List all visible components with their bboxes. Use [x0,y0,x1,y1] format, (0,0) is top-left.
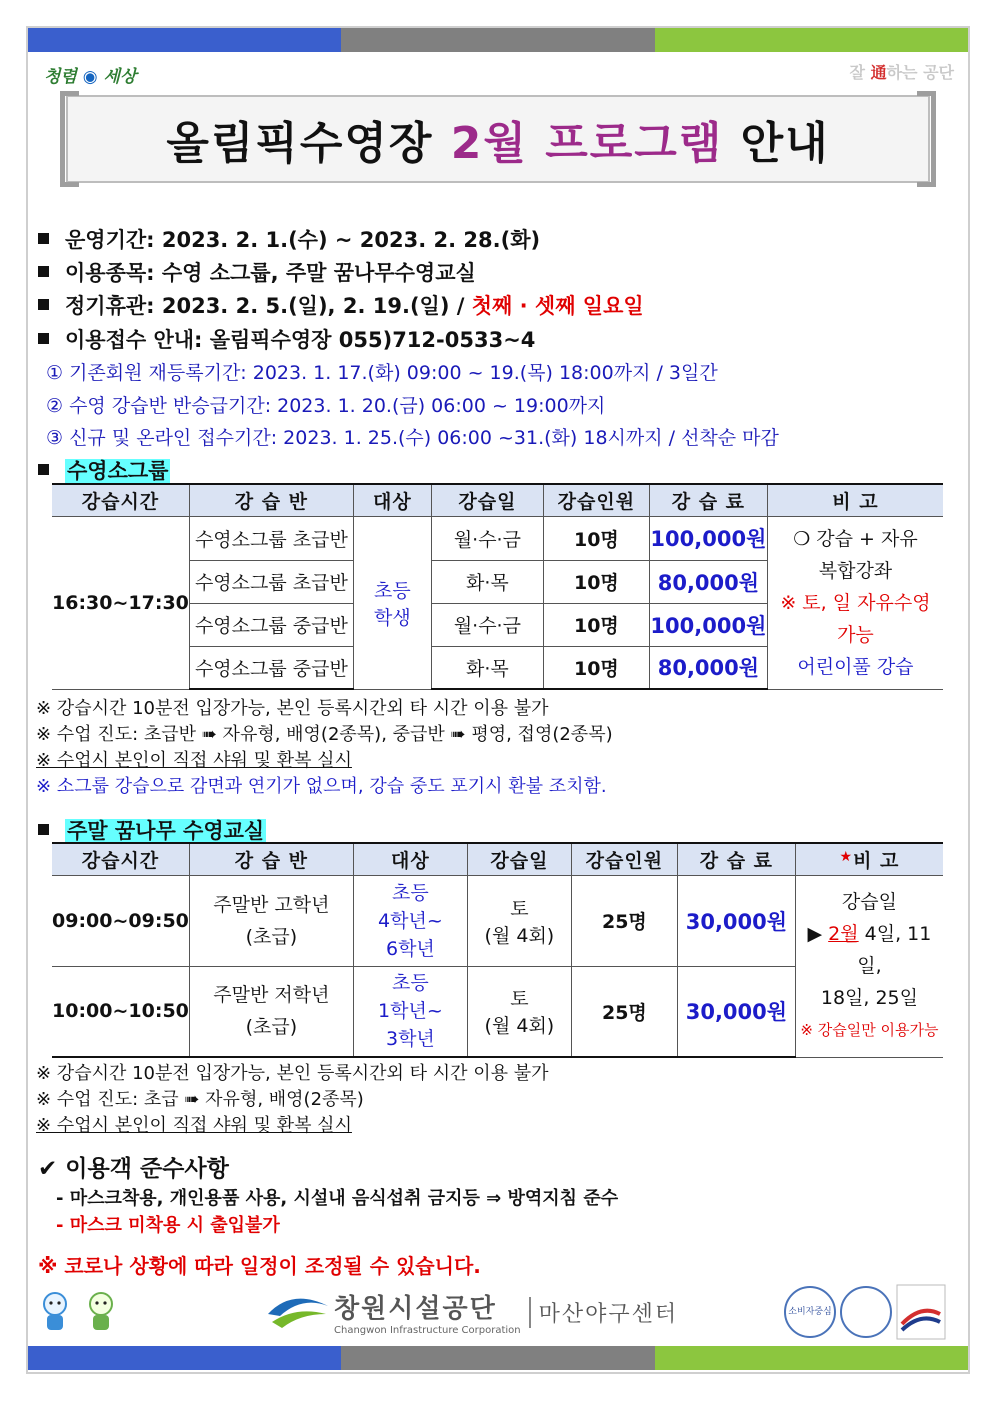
bullet-square-icon [38,464,49,475]
target-a: 초등 [374,579,411,602]
rules-title: ✔ 이용객 준수사항 [38,1156,229,1182]
cell-class: 수영소그룹 초급반 [189,560,353,603]
info-closed-text: 정기휴관: 2023. 2. 5.(일), 2. 19.(일) / [65,294,472,318]
cell-fee: 80,000원 [649,646,767,689]
bullet-square-icon [38,233,49,244]
remark-1: ❍ 강습 + 자유 [793,527,918,550]
header-count: 강습인원 [543,484,649,516]
header-days: 강습일 [431,484,543,516]
remark-3: 18일, 25일 [820,987,919,1009]
human-rights-badge-icon [840,1286,892,1338]
logo-left-circle-icon: ◉ [82,67,98,87]
header-target: 대상 [353,843,467,875]
section1-title-text: 수영소그룹 [67,459,169,483]
cell-target [353,875,467,966]
section1-title [38,455,170,485]
mascot-icon [38,1290,72,1334]
cell-fee: 100,000원 [649,516,767,560]
cell-fee: 80,000원 [649,560,767,603]
consumer-badge-icon [784,1286,836,1338]
cell-class [189,875,353,966]
corporation-logo [262,1284,678,1340]
table-row [52,875,943,966]
class-a: 주말반 고학년 [213,893,330,916]
certification-mark-icon [896,1284,946,1340]
cell-target [353,966,467,1057]
info-contact-text: 이용접수 안내: 올림픽수영장 055)712-0533~4 [65,328,536,352]
section2-note-1: ※ 강습시간 10분전 입장가능, 본인 등록시간외 타 시간 이용 불가 [36,1063,549,1084]
cell-days: 화·목 [431,646,543,689]
slogan-c: 하는 공단 [886,63,954,82]
remark-month: 2월 [828,923,859,945]
info-period [38,224,540,254]
bullet-square-icon [38,333,49,344]
small-group-table [52,483,943,690]
star-icon: ★ [839,848,854,865]
info-items-text: 이용종목: 수영 소그룹, 주말 꿈나무수영교실 [65,261,476,285]
top-color-band [28,28,968,52]
cell-remark [795,875,943,1057]
info-sub1: ① 기존회원 재등록기간: 2023. 1. 17.(화) 09:00 ~ 19.(목) 18:00까지 / 3일간 [46,362,718,384]
header-time: 강습시간 [52,484,189,516]
header-remark [795,843,943,875]
section1-note-4: ※ 소그룹 강습으로 감면과 연기가 없으며, 강습 중도 포기시 환불 조치함. [36,776,607,797]
header-target: 대상 [353,484,431,516]
corporation-name: 창원시설공단 [334,1294,497,1324]
remark-1: 강습일 [841,891,897,913]
class-a: 주말반 저학년 [213,984,330,1007]
corporation-emblem-icon [262,1284,334,1340]
remark-3: ※ 토, 일 자유수영 [780,591,931,614]
title-part2: 2월 [450,118,528,169]
cell-target [353,516,431,689]
info-sub3: ③ 신규 및 온라인 접수기간: 2023. 1. 25.(수) 06:00 ~31.(화) 18시까지 / 선착순 마감 [46,427,779,449]
section1-note-3: ※ 수업시 본인이 직접 샤워 및 환복 실시 [36,750,352,771]
bullet-square-icon [38,824,49,835]
target-a: 초등 [392,972,429,995]
cell-class [189,966,353,1057]
target-b: 1학년~ [378,1000,443,1023]
target-b: 4학년~ [378,909,443,932]
title-part4: 안내 [740,118,830,169]
class-b: (초급) [245,925,298,948]
header-time: 강습시간 [52,843,189,875]
info-period-text: 운영기간: 2023. 2. 1.(수) ~ 2023. 2. 28.(화) [65,228,541,252]
arrow-right-icon: ▶ [807,923,829,945]
bottom-color-band [28,1346,968,1370]
cell-days [467,875,571,966]
cell-class: 수영소그룹 중급반 [189,603,353,646]
weekend-table [52,842,943,1058]
remark-4: ※ 강습일만 이용가능 [800,1021,939,1039]
header-days: 강습일 [467,843,571,875]
rule-1: - 마스크착용, 개인용품 사용, 시설내 음식섭취 금지등 ⇒ 방역지침 준수 [56,1188,619,1209]
cell-count: 25명 [571,966,677,1057]
table-header-row [52,484,943,516]
center-name: 마산야구센터 [529,1297,679,1328]
section2-note-3: ※ 수업시 본인이 직접 샤워 및 환복 실시 [36,1115,352,1136]
class-b: (초급) [245,1016,298,1039]
bullet-square-icon [38,266,49,277]
cell-time: 16:30~17:30 [52,516,189,689]
header-count: 강습인원 [571,843,677,875]
cell-fee: 100,000원 [649,603,767,646]
cell-fee: 30,000원 [677,875,795,966]
corona-notice: ※ 코로나 상황에 따라 일정이 조정될 수 있습니다. [38,1254,481,1278]
target-c: 3학년 [385,1028,435,1051]
header-fee: 강 습 료 [649,484,767,516]
day-b: (월 4회) [484,1015,555,1038]
logo-left-b: 세상 [103,67,137,87]
day-a: 토 [510,988,529,1011]
target-b: 학생 [374,606,411,629]
cell-class: 수영소그룹 초급반 [189,516,353,560]
header-fee: 강 습 료 [677,843,795,875]
section2-title-text: 주말 꿈나무 수영교실 [67,819,265,843]
info-items [38,257,476,287]
cell-count: 10명 [543,516,649,560]
bullet-square-icon [38,299,49,310]
info-contact [38,324,535,354]
cell-days [467,966,571,1057]
header-remark-text: 비 고 [853,849,900,872]
cell-count: 25명 [571,875,677,966]
table-row [52,516,943,560]
cell-class: 수영소그룹 중급반 [189,646,353,689]
badge1-text: 소비자중심 [788,1306,832,1317]
logo-left-a: 청렴 [44,67,77,87]
integrity-logo [44,62,136,87]
corporation-eng: Changwon Infrastructure Corporation [334,1325,521,1336]
day-b: (월 4회) [484,924,555,947]
section2-note-2: ※ 수업 진도: 초급 ➠ 자유형, 배영(2종목) [36,1089,364,1110]
page-title [166,107,829,171]
slogan-b: 通 [870,63,887,82]
title-part3: 프로그램 [545,118,724,169]
day-a: 토 [510,897,529,920]
section1-note-2: ※ 수업 진도: 초급반 ➠ 자유형, 배영(2종목), 중급반 ➠ 평영, 접영(2종목) [36,724,613,745]
table-header-row [52,843,943,875]
cell-remark [767,516,943,689]
info-sub2: ② 수영 강습반 반승급기간: 2023. 1. 20.(금) 06:00 ~ 19:00까지 [46,395,606,417]
cell-time: 10:00~10:50 [52,966,189,1057]
remark-2: 복합강좌 [818,559,893,582]
header-class: 강 습 반 [189,843,353,875]
title-part1: 올림픽수영장 [166,118,434,169]
cell-count: 10명 [543,603,649,646]
info-closed-red: 첫째 · 셋째 일요일 [471,294,644,318]
cell-days: 화·목 [431,560,543,603]
target-a: 초등 [392,881,429,904]
mascot-icon [84,1290,118,1334]
info-closed [38,290,644,320]
target-c: 6학년 [385,937,435,960]
section1-note-1: ※ 강습시간 10분전 입장가능, 본인 등록시간외 타 시간 이용 불가 [36,698,549,719]
remark-2: 4일, 11일, [857,923,932,977]
rule-2: - 마스크 미착용 시 출입불가 [56,1215,280,1236]
title-banner [66,95,930,183]
remark-4: 가능 [837,623,874,646]
header-remark: 비 고 [767,484,943,516]
cell-days: 월·수·금 [431,603,543,646]
cell-time: 09:00~09:50 [52,875,189,966]
header-class: 강 습 반 [189,484,353,516]
cell-count: 10명 [543,560,649,603]
cell-count: 10명 [543,646,649,689]
slogan-a: 잘 [849,63,871,82]
cell-fee: 30,000원 [677,966,795,1057]
remark-5: 어린이풀 강습 [797,655,914,678]
cell-days: 월·수·금 [431,516,543,560]
slogan-logo [850,60,954,83]
section2-title [38,815,266,845]
